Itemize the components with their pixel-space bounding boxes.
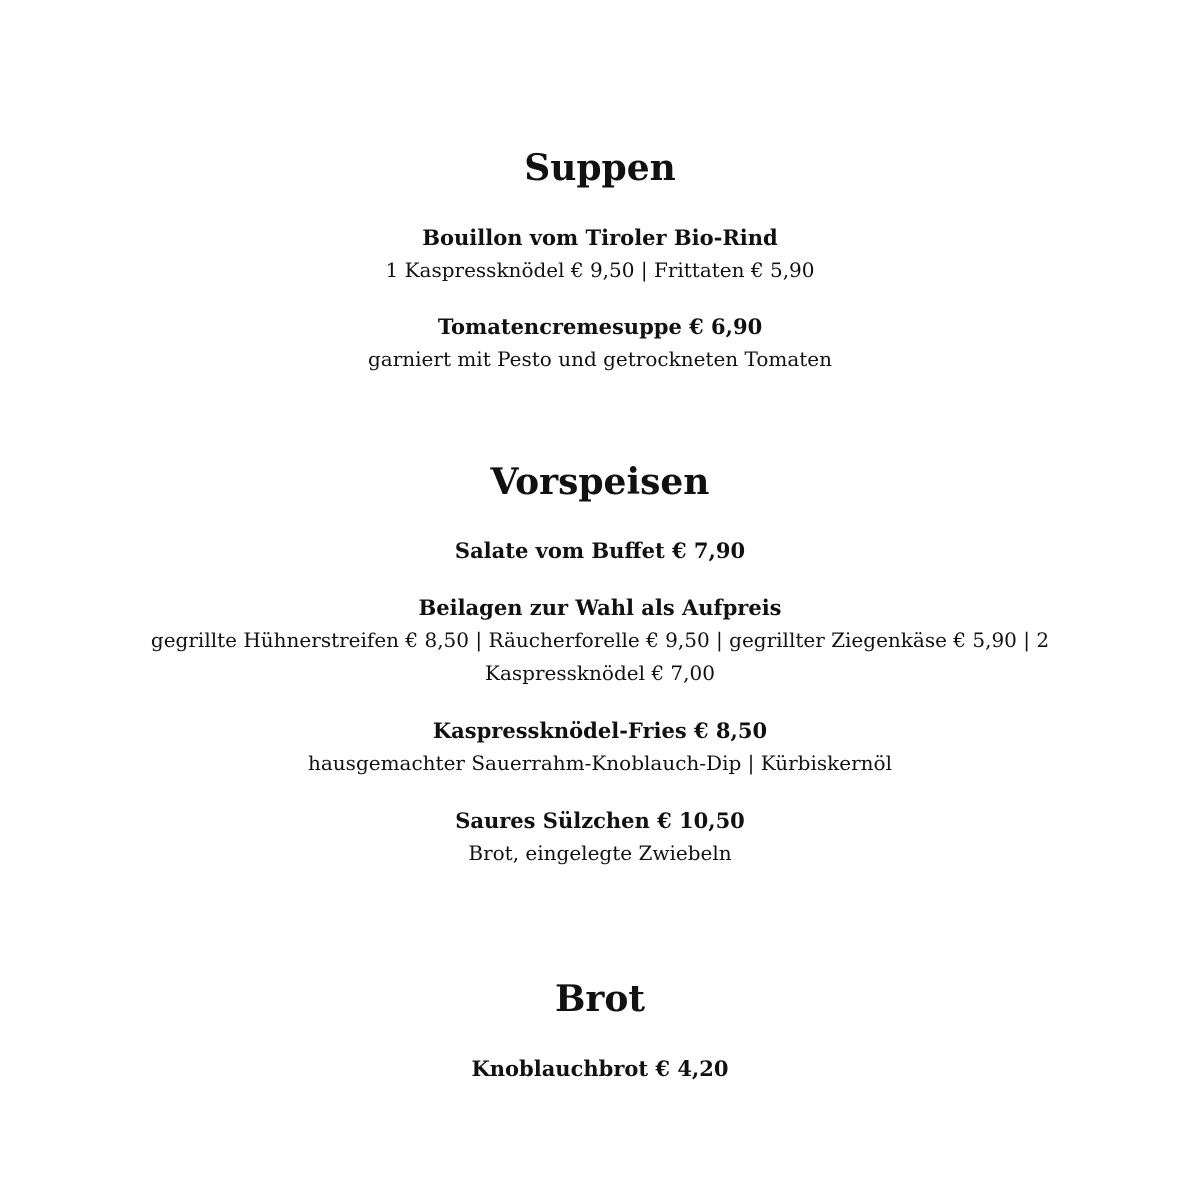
- menu-item-description: gegrillte Hühnerstreifen € 8,50 | Räucherforelle € 9,50 | gegrillter Ziegenkäse € 5,90 | 2 Kaspressknödel € 7,00: [150, 628, 1050, 685]
- menu-item-description: Brot, eingelegte Zwiebeln: [468, 841, 732, 865]
- menu-item-name: Salate vom Buffet € 7,90: [454, 538, 746, 563]
- section-title-brot: Brot: [554, 978, 646, 1020]
- menu-item: [140, 714, 1060, 780]
- menu-item-name: Kaspressknödel-Fries € 8,50: [432, 718, 768, 743]
- menu-item-name: Knoblauchbrot € 4,20: [471, 1056, 729, 1081]
- menu-item: [140, 1052, 1060, 1085]
- section-title-suppen: Suppen: [524, 147, 676, 189]
- menu-item-description: 1 Kaspressknödel € 9,50 | Frittaten € 5,90: [385, 258, 815, 282]
- menu-item-name: Bouillon vom Tiroler Bio-Rind: [422, 225, 778, 250]
- section-title-vorspeisen: Vorspeisen: [490, 461, 710, 503]
- menu-item-description: hausgemachter Sauerrahm-Knoblauch-Dip | Kürbiskernöl: [308, 751, 892, 775]
- menu-item: [140, 310, 1060, 376]
- menu-item: [140, 221, 1060, 287]
- menu-item-name: Saures Sülzchen € 10,50: [455, 808, 745, 833]
- menu-item-name: Tomatencremesuppe € 6,90: [437, 314, 763, 339]
- menu-item-description: garniert mit Pesto und getrockneten Tomaten: [367, 347, 833, 371]
- menu-item: [140, 804, 1060, 870]
- menu-item: [140, 591, 1060, 690]
- menu-item-name: Beilagen zur Wahl als Aufpreis: [418, 595, 782, 620]
- menu-item: [140, 534, 1060, 567]
